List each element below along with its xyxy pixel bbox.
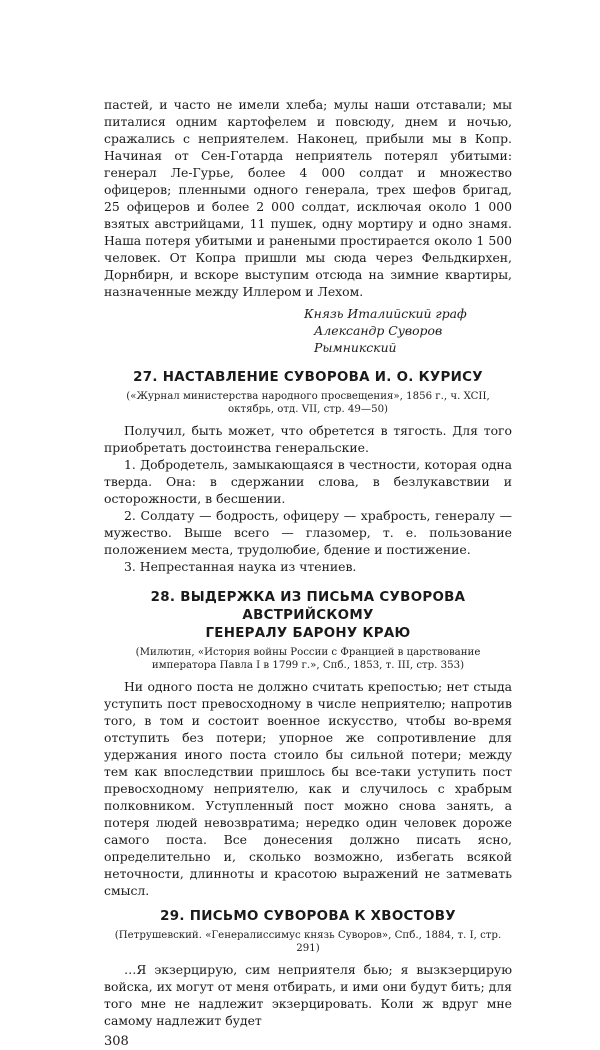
section-27-paragraph: 3. Непрестанная наука из чтениев. [124,559,357,574]
intro-paragraph: пастей, и часто не имели хлеба; мулы наши отставали; мы питалися одним картофелем и повсюду, днем и ночью, сражались с неприятелем. Наконец, прибыли мы в Копр. Начиная от Сен-Готарда неприятель потерял убитыми: генерал Ле-Гурье, более 4 000 солдат и множество офицеров; пленными одного генерала, трех шефов бригад, 25 офицеров и более 2 000 солдат, исключая около 1 000 взятых австрийцами, 11 пушек, одну мортиру и одно знамя. Наша потеря убитыми и ранеными простирается около 1 500 человек. От Копра пришли мы сюда через Фельдкирхен, Дорнбирн, и вскоре выступим отсюда на зимние квартиры, назначенные между Иллером и Лехом. [104,97,512,299]
section-27-source: («Журнал министерства народного просвещения», 1856 г., ч. XCII, октябрь, отд. VII, стр. 49—50) [126,391,490,415]
signature-line-1: Князь Италийский граф [304,306,467,321]
section-29-paragraph: …Я экзерцирую, сим неприятеля бью; я вызкзерцирую войска, их могут от меня отбирать, и ими они будут бить; для того мне не надлежит экзерцировать. Коли ж вдруг мне самому надлежит будет [104,962,512,1028]
section-28-source: (Милютин, «История войны России с Францией в царствование императора Павла I в 1799 г.», Спб., 1853, т. III, стр. 353) [135,647,481,671]
section-27-paragraph: 1. Добродетель, замыкающаяся в честности, которая одна тверда. Она: в сдержании слова, в безлукавствии и осторожности, в бесшении. [104,457,512,506]
section-28-title [104,589,512,643]
section-28-title-line-2: ГЕНЕРАЛУ БАРОНУ КРАЮ [205,626,411,641]
section-27-paragraph: 2. Солдату — бодрость, офицеру — храбрость, генералу — мужество. Выше всего — глазомер, т. е. пользование положением места, трудолюбие, бдение и постижение. [104,508,512,557]
signature-line-2: Александр Суворов Рымникский [314,323,443,355]
section-29-title: 29. ПИСЬМО СУВОРОВА К ХВОСТОВУ [160,909,456,924]
section-27-paragraph: Получил, быть может, что обретется в тягость. Для того приобретать достоинства генеральские. [104,423,512,455]
section-28-paragraph: Ни одного поста не должно считать крепостью; нет стыда уступить пост превосходному в числе неприятелю; напротив того, в том и состоит военное искусство, чтобы во-время отступить без потери; упорное же сопротивление для удержания иного поста стоило бы сильной потери; между тем как впоследствии пришлось бы все-таки уступить пост превосходному неприятелю, как и случилось с храбрым полковником. Уступленный пост можно снова занять, а потеря людей невозвратима; нередко один человек дороже самого поста. Все донесения должно писать ясно, определительно и, сколько возможно, избегать всякой неточности, длинноты и красотою выражений не затмевать смысл. [104,679,512,898]
section-27-title: 27. НАСТАВЛЕНИЕ СУВОРОВА И. О. КУРИСУ [133,370,483,385]
document-page [104,96,512,1050]
section-29-source: (Петрушевский. «Генералиссимус князь Суворов», Спб., 1884, т. I, стр. 291) [114,930,502,954]
section-28-title-line-1: 28. ВЫДЕРЖКА ИЗ ПИСЬМА СУВОРОВА АВСТРИЙСКОМУ [150,590,466,623]
page-number: 308 [104,1034,129,1049]
signature [304,305,512,356]
